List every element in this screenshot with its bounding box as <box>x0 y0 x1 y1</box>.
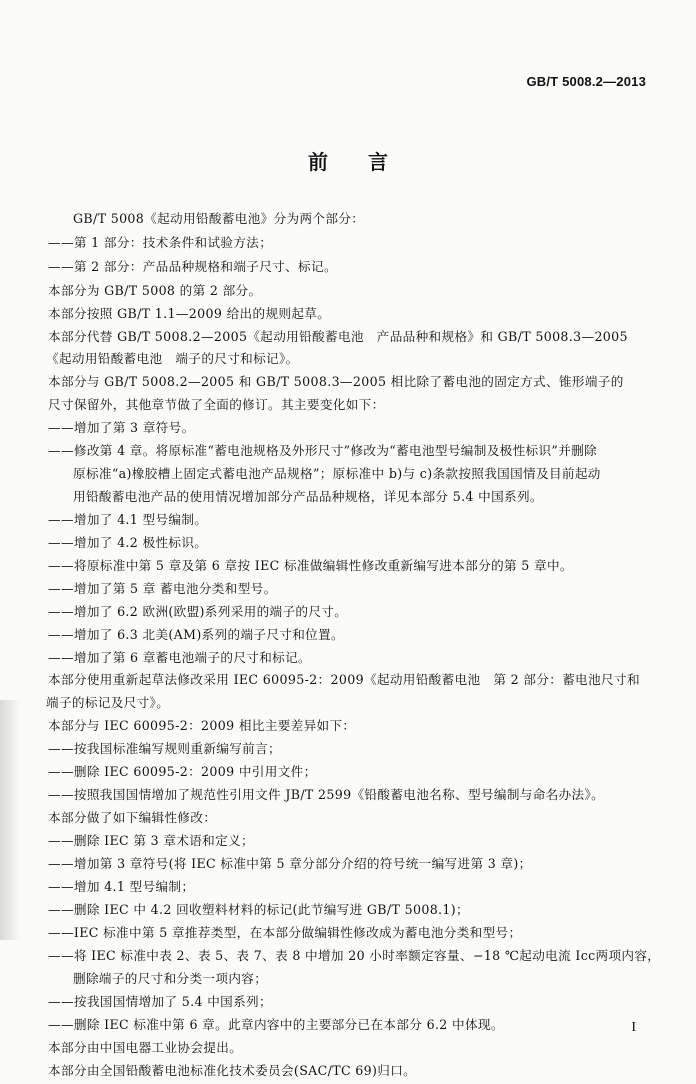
paragraph-line: 尺寸保留外，其他章节做了全面的修订。其主要变化如下： <box>48 397 385 412</box>
paragraph-line: GB/T 5008《起动用铅酸蓄电池》分为两个部分： <box>73 211 365 226</box>
list-item: ——增加了 6.3 北美(AM)系列的端子尺寸和位置。 <box>48 627 344 642</box>
paragraph-line: 本部分使用重新起草法修改采用 IEC 60095-2：2009《起动用铅酸蓄电池 第 2 部分：蓄电池尺寸和 <box>48 672 640 687</box>
list-item: ——按我国标准编写规则重新编写前言； <box>48 741 281 756</box>
list-item: ——修改第 4 章。将原标准“蓄电池规格及外形尺寸”修改为“蓄电池型号编制及极性标识”并删除 <box>48 443 598 458</box>
list-item: ——删除 IEC 第 3 章术语和定义； <box>48 833 254 848</box>
paragraph-line: 本部分做了如下编辑性修改： <box>48 810 217 825</box>
list-item: ——将原标准中第 5 章及第 6 章按 IEC 标准做编辑性修改重新编写进本部分的第 5 章中。 <box>48 558 573 573</box>
list-item: ——第 2 部分：产品品种规格和端子尺寸、标记。 <box>48 259 337 274</box>
list-item: ——将 IEC 标准中表 2、表 5、表 7、表 8 中增加 20 小时率额定容量、−18 ℃起动电流 Icc两项内容， <box>48 948 661 963</box>
list-item: ——增加 4.1 型号编制； <box>48 879 195 894</box>
scan-edge-shadow <box>0 700 20 940</box>
list-item-continuation: 原标准“a)橡胶槽上固定式蓄电池产品规格”；原标准中 b)与 c)条款按照我国国情及目前起动 <box>73 466 601 481</box>
list-item: ——删除 IEC 标准中第 6 章。此章内容中的主要部分已在本部分 6.2 中体现。 <box>48 1017 504 1032</box>
list-item: ——增加了第 6 章蓄电池端子的尺寸和标记。 <box>48 650 311 665</box>
paragraph-line: 本部分由全国铅酸蓄电池标准化技术委员会(SAC/TC 69)归口。 <box>48 1063 417 1078</box>
list-item: ——IEC 标准中第 5 章推荐类型，在本部分做编辑性修改成为蓄电池分类和型号； <box>48 925 522 940</box>
paragraph-line: 本部分为 GB/T 5008 的第 2 部分。 <box>48 283 262 298</box>
list-item: ——删除 IEC 60095-2：2009 中引用文件； <box>48 764 317 779</box>
list-item: ——增加了 6.2 欧洲(欧盟)系列采用的端子的尺寸。 <box>48 604 348 619</box>
list-item: ——按照我国国情增加了规范性引用文件 JB/T 2599《铅酸蓄电池名称、型号编制与命名办法》。 <box>48 787 605 802</box>
page-title: 前言 <box>308 150 428 174</box>
paragraph-line: 本部分由中国电器工业协会提出。 <box>48 1040 243 1055</box>
list-item: ——增加第 3 章符号(将 IEC 标准中第 5 章分部分介绍的符号统一编写进第 3 章)； <box>48 856 532 871</box>
list-item: ——增加了第 5 章 蓄电池分类和型号。 <box>48 581 277 596</box>
paragraph-line: 本部分与 IEC 60095-2：2009 相比主要差异如下： <box>48 718 356 733</box>
paragraph-line: 本部分与 GB/T 5008.2—2005 和 GB/T 5008.3—2005 相比除了蓄电池的固定方式、锥形端子的 <box>48 374 624 389</box>
standard-code: GB/T 5008.2—2013 <box>526 74 646 89</box>
list-item: ——第 1 部分：技术条件和试验方法； <box>48 235 273 250</box>
list-item: ——按我国国情增加了 5.4 中国系列； <box>48 994 272 1009</box>
paragraph-line: 本部分按照 GB/T 1.1—2009 给出的规则起草。 <box>48 306 331 321</box>
list-item-continuation: 删除端子的尺寸和分类一项内容； <box>73 971 268 986</box>
list-item: ——删除 IEC 中 4.2 回收塑料材料的标记(此节编写进 GB/T 5008.1)； <box>48 902 469 917</box>
paragraph-line: 本部分代替 GB/T 5008.2—2005《起动用铅酸蓄电池 产品品种和规格》和 GB/T 5008.3—2005 <box>48 329 628 344</box>
list-item-continuation: 用铅酸蓄电池产品的使用情况增加部分产品品种规格，详见本部分 5.4 中国系列。 <box>73 489 543 504</box>
page-number: I <box>631 1020 636 1035</box>
list-item: ——增加了 4.2 极性标识。 <box>48 535 208 550</box>
paragraph-line: 《起动用铅酸蓄电池 端子的尺寸和标记》。 <box>46 351 299 366</box>
list-item: ——增加了 4.1 型号编制。 <box>48 512 208 527</box>
paragraph-line: 端子的标记及尺寸》。 <box>46 695 170 710</box>
list-item: ——增加了第 3 章符号。 <box>48 420 195 435</box>
